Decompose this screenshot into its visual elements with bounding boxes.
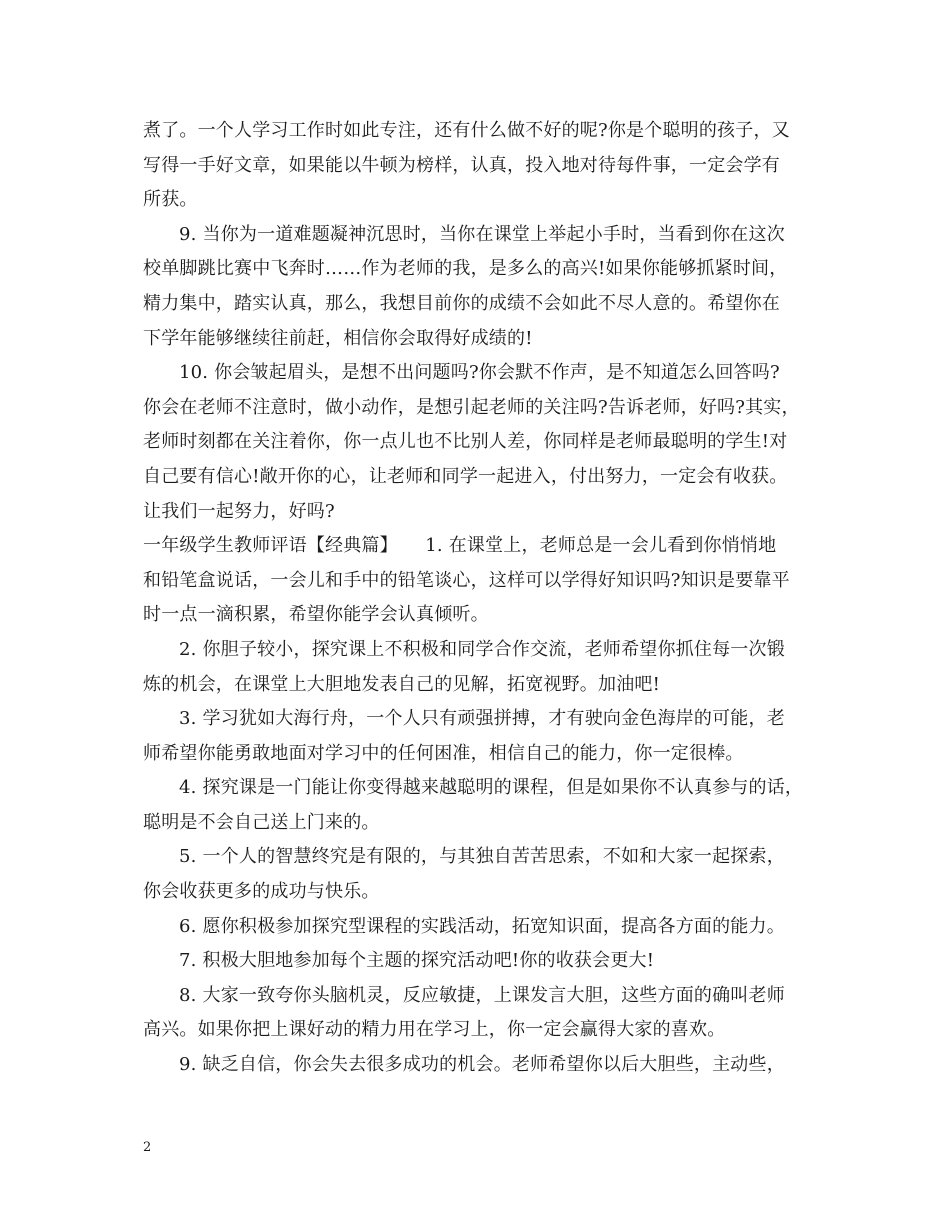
section-heading-line: 一年级学生教师评语【经典篇】 1. 在课堂上，老师总是一会儿看到你悄悄地	[143, 535, 777, 557]
text-line-4: 9. 当你为一道难题凝神沉思时，当你在课堂上举起小手时，当看到你在这次	[179, 223, 785, 245]
text-line-20: 4. 探究课是一门能让你变得越来越聪明的课程，但是如果你不认真参与的话，	[179, 777, 804, 799]
text-line-18: 3. 学习犹如大海行舟，一个人只有顽强拼搏，才有驶向金色海岸的可能，老	[179, 708, 785, 730]
text-line-6: 精力集中，踏实认真，那么，我想目前你的成绩不会如此不尽人意的。希望你在	[143, 292, 780, 314]
page-number: 2	[143, 1140, 152, 1155]
text-line-23: 你会收获更多的成功与快乐。	[143, 881, 380, 903]
text-line-26: 8. 大家一致夸你头脑机灵，反应敏捷，上课发言大胆，这些方面的确叫老师	[179, 984, 785, 1006]
text-line-10: 老师时刻都在关注着你，你一点儿也不比别人差，你同样是老师最聪明的学生!对	[143, 431, 788, 453]
text-line-2: 写得一手好文章，如果能以牛顿为榜样，认真，投入地对待每件事，一定会学有	[143, 154, 780, 176]
text-line-15: 时一点一滴积累，希望你能学会认真倾听。	[143, 604, 489, 626]
text-line-8: 10. 你会皱起眉头，是想不出问题吗?你会默不作声，是不知道怎么回答吗?	[179, 362, 780, 384]
text-line-3: 所获。	[143, 189, 198, 211]
text-line-28: 9. 缺乏自信，你会失去很多成功的机会。老师希望你以后大胆些，主动些，	[179, 1054, 785, 1076]
text-line-11: 自己要有信心!敞开你的心，让老师和同学一起进入，付出努力，一定会有收获。	[143, 465, 788, 487]
text-line-24: 6. 愿你积极参加探究型课程的实践活动，拓宽知识面，提高各方面的能力。	[179, 915, 785, 937]
text-line-7: 下学年能够继续往前赶，相信你会取得好成绩的!	[143, 327, 533, 349]
text-line-22: 5. 一个人的智慧终究是有限的，与其独自苦苦思索，不如和大家一起探索，	[179, 846, 785, 868]
text-line-14: 和铅笔盒说话，一会儿和手中的铅笔谈心，这样可以学得好知识吗?知识是要靠平	[143, 569, 790, 591]
text-line-19: 师希望你能勇敢地面对学习中的任何困准，相信自己的能力，你一定很棒。	[143, 742, 744, 764]
text-line-1: 煮了。一个人学习工作时如此专注，还有什么做不好的呢?你是个聪明的孩子，又	[143, 120, 790, 141]
text-line-16: 2. 你胆子较小，探究课上不积极和同学合作交流，老师希望你抓住每一次锻	[179, 638, 785, 660]
text-line-12: 让我们一起努力，好吗?	[143, 500, 335, 522]
body-text	[143, 114, 815, 1083]
text-line-5: 校单脚跳比赛中飞奔时……作为老师的我，是多么的高兴!如果你能够抓紧时间，	[143, 258, 788, 280]
text-line-21: 聪明是不会自己送上门来的。	[143, 811, 380, 833]
text-line-25: 7. 积极大胆地参加每个主题的探究活动吧!你的收获会更大!	[179, 950, 655, 972]
text-line-27: 高兴。如果你把上课好动的精力用在学习上，你一定会赢得大家的喜欢。	[143, 1019, 726, 1041]
text-line-17: 炼的机会，在课堂上大胆地发表自己的见解，拓宽视野。加油吧!	[143, 673, 661, 695]
text-line-9: 你会在老师不注意时，做小动作，是想引起老师的关注吗?告诉老师，好吗?其实，	[143, 396, 800, 418]
